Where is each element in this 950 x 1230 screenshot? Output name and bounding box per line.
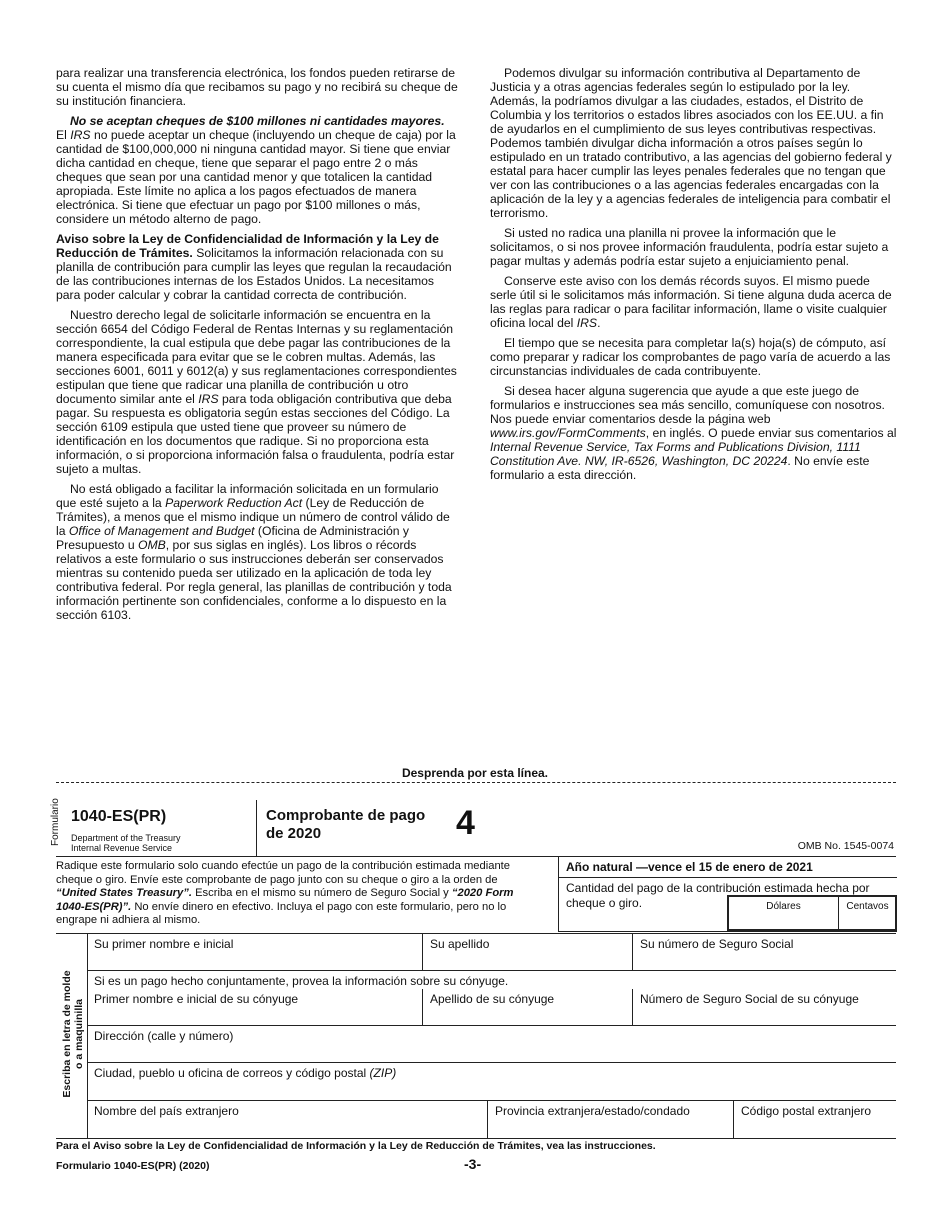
cents-field[interactable]: Centavos xyxy=(846,901,889,912)
paragraph: Aviso sobre la Ley de Confidencialidad de Información y la Ley de Reducción de Trámites. Solicitamos la información relacionada con su planilla de contribución para cumplir las leyes que regulan la recaudación de las contribuciones internas de los Estados Unidos. La necesitamos para poder calcular y cobrar la cantidad correcta de contribución. xyxy=(56,232,452,302)
paragraph: El tiempo que se necesita para completar la(s) hoja(s) de cómputo, así como preparar y radicar los comprobantes de pago varía de acuerdo a las circunstancias individuales de cada contribuyente. xyxy=(490,336,891,378)
form-footer: Formulario 1040-ES(PR) (2020) xyxy=(56,1160,210,1172)
joint-note: Si es un pago hecho conjuntamente, provea la información sobre su cónyuge. xyxy=(94,974,509,988)
voucher-number: 4 xyxy=(456,804,475,842)
paragraph: Podemos divulgar su información contributiva al Departamento de Justicia y a otras agencias federales según lo estipulado por la ley. Además, la podríamos divulgar a las ciudades, estados, el Distrito de Columbia y los territorios o estados libres asociados con los EE.UU. a fin de ayudarlos en el cumplimiento de sus leyes contributivas respectivas. Podemos también divulgar dicha información a otros países según lo estipulado en un tratado contributivo, a las agencias del gobierno federal y estatal para hacer cumplir las leyes penales federales que no tengan que ver con las contribuciones o a las agencias federales encargadas con la aplicación de la ley y a agencias federales de inteligencia para combatir el terrorismo. xyxy=(490,66,892,220)
spouse-first-name-field[interactable]: Primer nombre e inicial de su cónyuge xyxy=(94,992,299,1006)
city-field[interactable]: Ciudad, pueblo u oficina de correos y código postal (ZIP) xyxy=(94,1066,397,1080)
name-row xyxy=(87,934,896,971)
divider xyxy=(256,800,257,856)
joint-note-row xyxy=(87,971,896,989)
paragraph: Si usted no radica una planilla ni provee la información que le solicitamos, o si nos provee información fraudulenta, podría estar sujeto a pagar multas y además podría estar sujeto a enjuiciamiento penal. xyxy=(490,226,889,268)
detach-instruction: Desprenda por esta línea. xyxy=(401,766,549,780)
form-label: Formulario xyxy=(50,798,61,846)
privacy-note: Para el Aviso sobre la Ley de Confidencialidad de Información y la Ley de Reducción de Trámites, vea las instrucciones. xyxy=(56,1140,656,1152)
amount-label: Cantidad del pago de la contribución estimada hecha por cheque o giro. xyxy=(566,881,870,910)
amount-field[interactable] xyxy=(727,895,897,931)
privacy-heading: Aviso sobre la Ley de Confidencialidad de Información y la Ley de Reducción de Trámites. xyxy=(56,232,439,260)
department: Department of the Treasury Internal Revenue Service xyxy=(71,833,181,853)
last-name-field[interactable]: Su apellido xyxy=(422,934,632,970)
spouse-row xyxy=(87,989,896,1026)
foreign-country-field[interactable]: Nombre del país extranjero xyxy=(94,1104,239,1118)
foreign-province-field[interactable]: Provincia extranjera/estado/condado xyxy=(487,1101,733,1138)
ssn-field[interactable]: Su número de Seguro Social xyxy=(632,934,896,970)
voucher-instructions: Radique este formulario solo cuando efectúe un pago de la contribución estimada mediante cheque o giro. Envíe este comprobante de pago junto con su cheque o giro a la orden de “United States Treasury”. Escriba en el mismo su número de Seguro Social y “2020 Form 1040-ES(PR)”. No envíe dinero en efectivo. Incluya el pago con este formulario, pero no lo engrape ni adhiera al mismo. xyxy=(56,860,514,926)
foreign-row xyxy=(87,1101,896,1138)
paragraph: Conserve este aviso con los demás récords suyos. El mismo puede serle útil si le solicitamos más información. Si tiene alguna duda acerca de las reglas para radicar o para facilitar información, llame o visite cualquier oficina local del IRS. xyxy=(490,274,892,330)
right-column xyxy=(490,66,898,488)
due-date: Año natural —vence el 15 de enero de 2021 xyxy=(559,857,897,878)
dollars-field[interactable]: Dólares xyxy=(729,897,839,929)
taxpayer-info-grid xyxy=(56,933,896,1139)
form-number: 1040-ES(PR) xyxy=(71,808,167,825)
amount-box xyxy=(558,857,897,932)
payment-voucher xyxy=(50,798,896,1139)
omb-number: OMB No. 1545-0074 xyxy=(797,840,894,852)
address-row xyxy=(87,1026,896,1063)
paragraph: No está obligado a facilitar la información solicitada en un formulario que esté sujeto a la Paperwork Reduction Act (Ley de Reducción de Trámites), a menos que el mismo indique un número de control válido de la Office of Management and Budget (Oficina de Administración y Presupuesto u OMB, por sus siglas en inglés). Los libros o récords relativos a este formulario o sus instrucciones deberán ser conservados mientras su contenido pueda ser utilizado en la aplicación de toda ley contributiva federal. Por regla general, las planillas de contribución y toda información pertinente son confidenciales, conforme a lo dispuesto en la sección 6103. xyxy=(56,482,452,622)
voucher-header xyxy=(50,798,896,856)
paragraph: Nuestro derecho legal de solicitarle información se encuentra en la sección 6654 del Código Federal de Rentas Internas y su reglamentación correspondiente, la cual estipula que debe pagar las contribuciones de la manera especificada para evitar que se le cobren multas. Además, las secciones 6001, 6011 y 6012(a) y sus reglamentaciones correspondientes estipulan que tiene que radicar una planilla de contribución u otro documento similar ante el IRS para toda obligación contributiva que deba pagar. Su respuesta es obligatoria según estas secciones del Código. La sección 6109 estipula que usted tiene que proveer su número de identificación en los documentos que radique. Si no proporciona esta información, o si proporciona información falsa o fraudulenta, podría estar sujeto a multas. xyxy=(56,308,457,476)
address-field[interactable]: Dirección (calle y número) xyxy=(94,1029,234,1043)
detach-line xyxy=(56,782,896,783)
page-number: -3- xyxy=(464,1156,482,1172)
spouse-ssn-field[interactable]: Número de Seguro Social de su cónyuge xyxy=(632,989,896,1025)
paragraph: Si desea hacer alguna sugerencia que ayude a que este juego de formularios e instrucciones sea más sencillo, comuníquese con nosotros. Nos puede enviar comentarios desde la página web www.irs.gov/FormComments, en inglés. O puede enviar sus comentarios al Internal Revenue Service, Tax Forms and Publications Division, 1111 Constitution Ave. NW, IR-6526, Washington, DC 20224. No envíe este formulario a esta dirección. xyxy=(490,384,897,482)
foreign-postal-field[interactable]: Código postal extranjero xyxy=(733,1101,896,1138)
voucher-title: Comprobante de pago de 2020 xyxy=(266,807,426,842)
left-column xyxy=(56,66,460,628)
paragraph: para realizar una transferencia electrónica, los fondos pueden retirarse de su cuenta el mismo día que recibamos su pago y no recibirá su cheque de su institución financiera. xyxy=(56,66,458,108)
side-label: Escriba en letra de molde o a maquinilla xyxy=(56,934,88,1138)
voucher-instructions-row xyxy=(56,856,896,933)
first-name-field[interactable]: Su primer nombre e inicial xyxy=(94,937,234,951)
spouse-last-name-field[interactable]: Apellido de su cónyuge xyxy=(422,989,632,1025)
paragraph: No se aceptan cheques de $100 millones ni cantidades mayores. El IRS no puede aceptar un cheque (incluyendo un cheque de caja) por la cantidad de $100,000,000 ni ninguna cantidad mayor. Si tiene que enviar dicha cantidad en cheque, tiene que separar el pago entre 2 o más cheques que sean por una cantidad menor y que totalicen la cantidad apropiada. Este límite no aplica a los pagos efectuados de manera electrónica. Si tiene que efectuar un pago por $100 millones o más, considere un método alterno de pago. xyxy=(56,114,456,226)
city-row xyxy=(87,1063,896,1101)
